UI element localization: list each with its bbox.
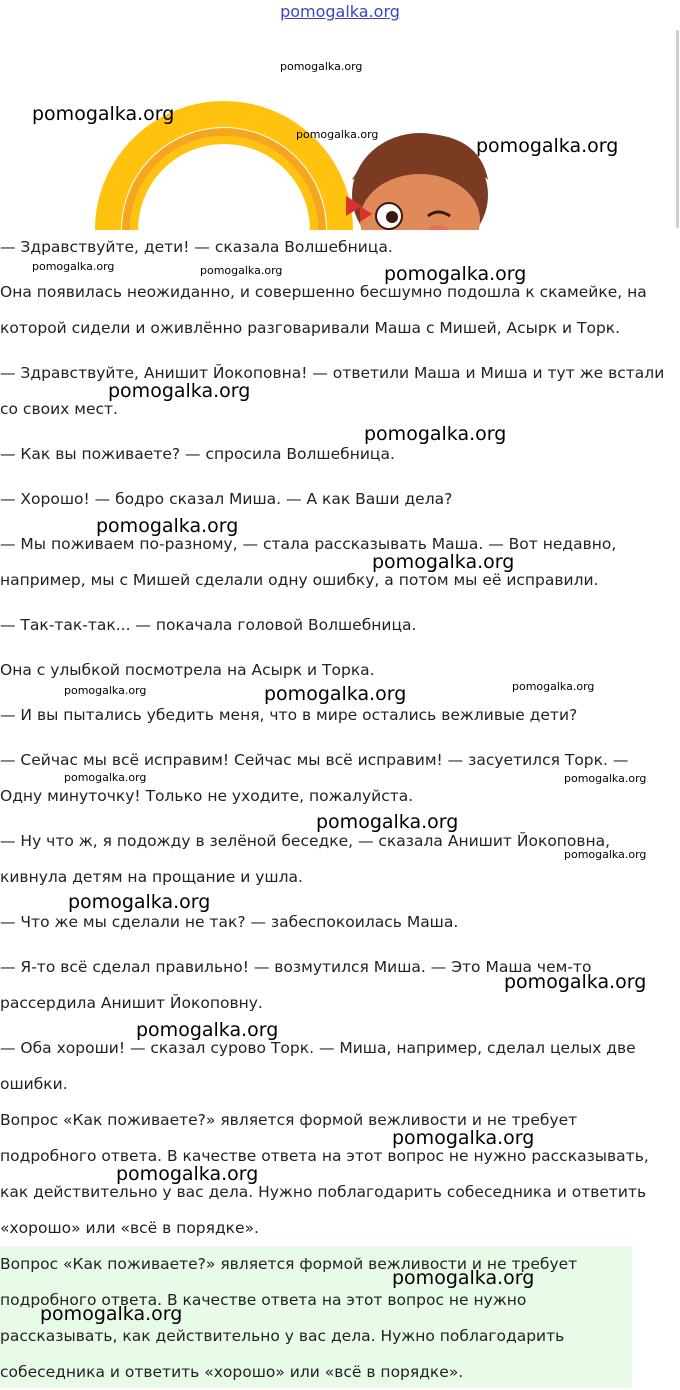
watermark: pomogalka.org: [476, 135, 619, 157]
answer-text: Вопрос «Как поживаете?» является формой вежливости и не требует подробного ответа. В качестве ответа на этот вопрос не нужно рассказывать, как действительно у вас дела. Нужно поблагодарить собеседника и ответить «хорошо» или «всё в порядке».: [0, 1255, 578, 1381]
story-paragraph: — Ну что ж, я подожду в зелёной беседке, — сказала Анишит Йокоповна, кивнула детям на прощание и ушла.: [0, 832, 611, 886]
watermark: pomogalka.org: [96, 515, 239, 537]
watermark: pomogalka.org: [512, 680, 595, 693]
story-paragraph: Она появилась неожиданно, и совершенно бесшумно подошла к скамейке, на которой сидели и оживлённо разговаривали Маша с Мишей, Асырк и Торк.: [0, 283, 647, 337]
watermark: pomogalka.org: [564, 772, 647, 785]
story-explanation: Вопрос «Как поживаете?» является формой вежливости и не требует подробного ответа. В качестве ответа на этот вопрос не нужно рассказывать, как действительно у вас дела. Нужно поблагодарить собеседника и ответить «хорошо» или «всё в порядке».: [0, 1111, 649, 1237]
watermark: pomogalka.org: [116, 1163, 259, 1185]
story-paragraph: — Так-так-так... — покачала головой Волшебница.: [0, 616, 417, 634]
story-paragraph: — Я-то всё сделал правильно! — возмутился Миша. — Это Маша чем-то рассердила Анишит Йокоповну.: [0, 958, 592, 1012]
watermark: pomogalka.org: [392, 1267, 535, 1289]
story-paragraph: — Сейчас мы всё исправим! Сейчас мы всё исправим! — засуетился Торк. — Одну минуточку! Только не уходите, пожалуйста.: [0, 751, 629, 805]
watermark: pomogalka.org: [392, 1127, 535, 1149]
story-paragraph: — Здравствуйте, Анишит Йокоповна! — ответили Маша и Миша и тут же встали со своих мест.: [0, 364, 665, 418]
story-paragraph: — Оба хороши! — сказал сурово Торк. — Миша, например, сделал целых две ошибки.: [0, 1039, 636, 1093]
watermark: pomogalka.org: [32, 260, 115, 273]
story-paragraph: — Здравствуйте, дети! — сказала Волшебница.: [0, 238, 393, 256]
watermark: pomogalka.org: [564, 848, 647, 861]
story-paragraph: — Мы поживаем по-разному, — стала рассказывать Маша. — Вот недавно, например, мы с Мишей сделали одну ошибку, а потом мы её исправили.: [0, 535, 617, 589]
watermark: pomogalka.org: [372, 551, 515, 573]
story-paragraph: — И вы пытались убедить меня, что в мире остались вежливые дети?: [0, 706, 578, 724]
watermark: pomogalka.org: [200, 264, 283, 277]
watermark: pomogalka.org: [316, 811, 459, 833]
site-link[interactable]: pomogalka.org: [280, 2, 400, 21]
story-paragraph: — Как вы поживаете? — спросила Волшебница.: [0, 445, 395, 463]
story-paragraph: — Что же мы сделали не так? — забеспокоилась Маша.: [0, 913, 459, 931]
watermark: pomogalka.org: [32, 103, 175, 125]
watermark: pomogalka.org: [296, 128, 379, 141]
watermark: pomogalka.org: [264, 683, 407, 705]
watermark: pomogalka.org: [384, 263, 527, 285]
watermark: pomogalka.org: [280, 60, 363, 73]
watermark: pomogalka.org: [64, 771, 147, 784]
watermark: pomogalka.org: [68, 891, 211, 913]
story-paragraph: Она с улыбкой посмотрела на Асырк и Торка.: [0, 661, 375, 679]
watermark: pomogalka.org: [136, 1019, 279, 1041]
watermark: pomogalka.org: [364, 423, 507, 445]
watermark: pomogalka.org: [64, 684, 147, 697]
watermark: pomogalka.org: [504, 971, 647, 993]
watermark: pomogalka.org: [40, 1303, 183, 1325]
story-paragraph: — Хорошо! — бодро сказал Миша. — А как Ваши дела?: [0, 490, 453, 508]
watermark: pomogalka.org: [108, 380, 251, 402]
